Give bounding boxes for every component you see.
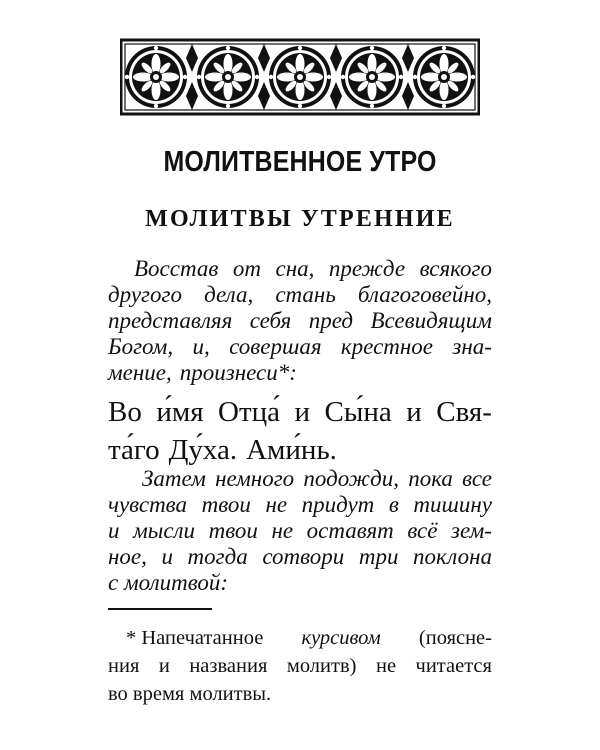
word: от	[232, 256, 261, 281]
word: читается	[415, 655, 492, 677]
word: Сы́на	[324, 396, 392, 428]
word: и́мя	[156, 396, 204, 428]
text-line	[108, 466, 492, 492]
prayer-text	[108, 393, 492, 469]
word: * Напечатанное	[126, 627, 264, 649]
text-line	[108, 624, 492, 652]
text-line	[108, 334, 492, 360]
word: с молитвой:	[108, 570, 229, 595]
word: не	[375, 655, 397, 677]
word: произнеси*:	[179, 360, 297, 385]
word: ния	[108, 655, 140, 677]
word: дела,	[204, 282, 254, 307]
word: крестное	[340, 334, 434, 359]
word: тогда	[187, 544, 248, 569]
instruction-paragraph	[108, 466, 492, 596]
word: твои	[208, 518, 258, 543]
text-line	[108, 256, 492, 282]
word: подожди,	[303, 466, 399, 491]
word: благоговейно,	[357, 282, 492, 307]
word: тишину	[413, 492, 492, 517]
text-line	[108, 360, 492, 386]
footnote	[108, 624, 492, 708]
word: себя	[249, 308, 292, 333]
word: сотвори	[262, 544, 345, 569]
text-line	[108, 282, 492, 308]
section-subtitle: МОЛИТВЫ УТРЕННИЕ	[145, 206, 455, 232]
word: поклона	[413, 544, 492, 569]
page-title: МОЛИТВЕННОЕ УТРО	[163, 146, 437, 178]
word-italic: курсивом	[301, 627, 381, 649]
text-line	[108, 680, 492, 708]
word: сна,	[275, 256, 315, 281]
word: представляя	[108, 308, 233, 333]
intro-paragraph	[108, 256, 492, 386]
word: не	[271, 518, 294, 543]
word: оставят	[306, 518, 394, 543]
word: и	[406, 396, 422, 428]
word: и	[158, 655, 170, 677]
word: Всевидящим	[370, 308, 492, 333]
text-line	[108, 544, 492, 570]
footnote-divider	[108, 608, 212, 610]
word: стань	[275, 282, 336, 307]
text-line	[108, 393, 492, 431]
word: и	[294, 396, 311, 428]
word: (поясне-	[418, 627, 492, 649]
text-line	[108, 652, 492, 680]
ornamental-border	[120, 38, 480, 116]
word: немного	[215, 466, 295, 491]
word: и	[161, 544, 173, 569]
word: другого	[108, 282, 182, 307]
word: всё	[407, 518, 438, 543]
text-line	[108, 492, 492, 518]
word: зна-	[452, 334, 492, 359]
word: зем-	[451, 518, 492, 543]
word: все	[462, 466, 492, 491]
word: Богом,	[108, 334, 174, 359]
word: Свя-	[436, 396, 492, 428]
word: молитв)	[286, 655, 357, 677]
word: Затем	[142, 466, 206, 491]
word: и	[108, 518, 120, 543]
word: всякого	[419, 256, 492, 281]
word: Отца́	[218, 396, 281, 428]
text-line	[108, 308, 492, 334]
word: три	[358, 544, 399, 569]
word: чувства	[108, 492, 188, 517]
text-line	[108, 431, 492, 469]
word: твои	[201, 492, 251, 517]
word: во время молитвы.	[108, 683, 272, 705]
word: мысли	[133, 518, 196, 543]
word: Ду́ха.	[168, 434, 238, 466]
word: Ами́нь.	[246, 434, 337, 466]
word: в	[388, 492, 399, 517]
word: не	[265, 492, 288, 517]
word: названия	[189, 655, 268, 677]
word: мение,	[108, 360, 172, 385]
word: прежде	[328, 256, 406, 281]
text-line	[108, 570, 492, 596]
word: Восстав	[134, 256, 219, 281]
word: пред	[308, 308, 353, 333]
word: пока	[408, 466, 453, 491]
word: и,	[192, 334, 210, 359]
word: совершая	[229, 334, 322, 359]
word: придут	[301, 492, 375, 517]
word: та́го	[108, 434, 160, 466]
word: Во	[108, 396, 142, 428]
word: ное,	[108, 544, 147, 569]
text-line	[108, 518, 492, 544]
